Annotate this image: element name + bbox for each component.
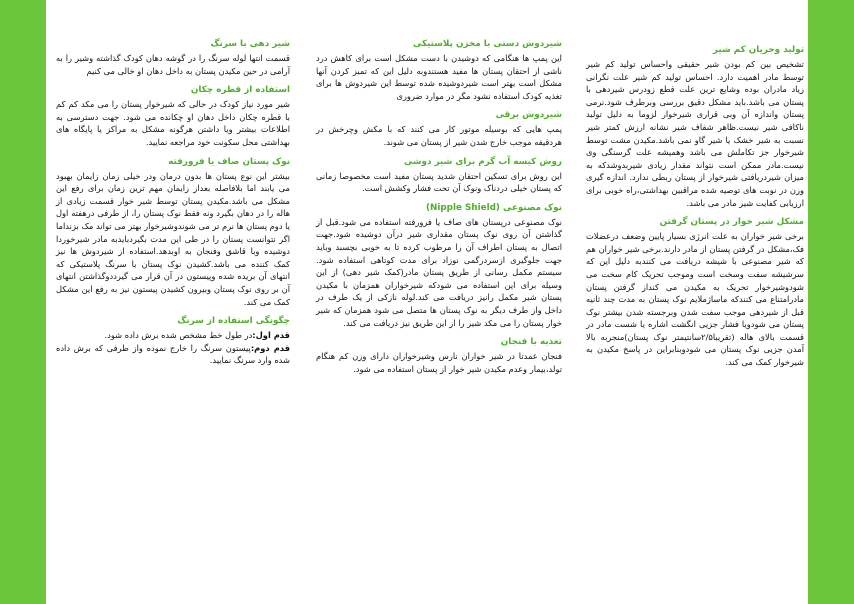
column-middle [316,38,562,382]
section-heading: شیردوش دستی با مخزن پلاستیکی [413,39,562,49]
section-cup-feeding [316,336,562,375]
step-label: قدم اول: [252,330,290,341]
section-warm-water-bag [316,156,562,195]
section-body: شیر مورد نیاز کودک در حالی که شیرخوار پستان را می مکد کم کم با قطره چکان داخل دهان او چکانده می شود. جهت دسترسی به اطلاعات بیشتر ویا داشتن هرگونه مشکل به مراکز یا پایگاه های بهداشتی محل سکونت خود مراجعه نمایید. [56,99,290,147]
column-right [586,44,804,376]
section-heading: نوک پستان صاف یا فرورفته [168,156,290,167]
section-heading: شیر دهی با سرنگ [210,39,290,49]
section-syringe-usage [56,315,290,367]
section-flat-nipple [56,156,290,309]
section-body: نوک مصنوعی درپستان های صاف یا فرورفته استفاده می شود.قبل از گذاشتن آن روی نوک پستان مقداری شیر درآن دوشیده شود.جهت اتصال به پستان اطراف آن را مرطوب کرده تا به خوبی بچسبد وباید جهت جلوگیری ازسردرگمی نوزاد برای مدت کوتاهی استفاده شود. سیستم مکمل رسانی از طریق پستان مادر(کمک شیر دهی) از این وسیله برای این استفاده می شودکه شیرخواران همزمان با مکیدن پستان شیر مکمل رانیز دریافت می کند.لوله نازکی از یک طرف در داخل واز طرف دیگر به نوک پستان ها متصل می شود همزمان که شیر خوار پستان را می مکد شیر را از این طریق نیز دریافت می کند. [316,216,562,328]
left-green-border [0,0,46,604]
section-body: بیشتر این نوع پستان ها بدون درمان ودر خیلی زمان زایمان بهبود می یابند اما بلافاصله بعداز زایمان مهم ترین زمان برای رفع این مشکل می باشد.مکیدن پستان توسط شیر خوار قسمت زیادی از هاله را در دهان بگیرد ونه فقط نوک پستان را، از طرفی درهفته اول یا دوم پستان ها نرم تر می شوندوشیرخوار بهتر می تواند مک بزنداما اگر نتوانست پستان را در طی این مدت بگیردبایدبه مادر شیرخوردا دوشیده وبا قاشق وفنجان به اوبدهد.استفاده از شیردوش ها نیز کمک کننده می باشد.کشیدن نوک پستان با سرنگ پلاستیکی که انتهای آن بریده شده وپیستون در آن قرار می گیرددوگذاشتن انتهای آن بر روی نوک پستان وبیرون کشیدن پیستون نیز به رفع این مشکل کمک می کند. [56,170,290,307]
right-green-border [808,0,854,604]
section-body: قسمت انتها لوله سرنگ را در گوشه دهان کودک گذاشته وشیر را به آرامی در حین مکیدن پستان به داخل دهان او خالی می کنیم [56,53,290,76]
section-heading: استفاده از قطره چکان [190,85,290,96]
section-body: فنجان عمدتا در شیر خواران نارس وشیرخواران دارای وزن کم هنگام تولد،بیمار وعدم مکیدن شیر خوار از پستان استفاده می شود. [316,351,562,374]
section-body: این پمپ ها هنگامی که دوشیدن با دست مشکل است برای کاهش درد ناشی از احتقان پستان ها مفید هستندوبه دلیل این که تمیز کردن آنها مشکل است بهتر است شیردوشیده شده توسط این شیردوش ها برای تغذیه کودک استفاده نشود مگر در موارد ضروری [316,53,562,101]
section-latching-problem [586,216,804,369]
step-label: قدم دوم: [250,342,290,353]
section-heading: تغذیه با فنجان [500,337,562,348]
section-heading: چگونگی استفاده از سرنگ [177,316,290,327]
section-dropper [56,84,290,148]
step-one [56,329,290,342]
section-heading: شیردوش برقی [495,110,562,121]
step-text: پیستون سرنگ را خارج نموده واز طرفی که برش داده شده وارد سرنگ نمایید. [56,342,290,366]
section-heading: تولید وجریان کم شیر [712,45,804,55]
section-heading: مشکل شیر خوار در پستان گرفتن [659,217,804,228]
section-electric-pump [316,109,562,148]
section-syringe-feeding [56,38,290,77]
section-body: این روش برای تسکین احتقان شدید پستان مفید است مخصوصا زمانی که پستان خیلی دردناک ونوک آن تحت فشار وکشش است. [316,170,562,194]
section-low-milk-supply [586,44,804,209]
step-two [56,342,290,367]
section-body: تشخیص بین کم بودن شیر حقیقی واحساس تولید کم شیر توسط مادر اهمیت دارد. احساس تولید کم شیر علت نگرانی زیاد مادران بوده وشایع ترین علت قطع زودرس شیردهی با پستان می باشد.باید مشکل دقیق بررسی وبرطرف شود.نرمی پستان واندازه آن وبی قراری شیرخوار لزوما به دلیل تولید ناکافی شیر نیست.ظاهر شفاف شیر نشانه ارزش کمتر شیر نسبت به شیر خشک یا شیر گاو نمی باشد.مکیدن مشت توسط شیرخوار جز تکاملش می باشد وهمیشه علت گرسنگی وی نیست.مادر ممکن است نتواند مقدار زیادی شیربدوشدکه به میزان شیردریافتی شیرخوار از پستان ربطی ندارد. اندازه گیری وزن در نوبت های توصیه شده مراقبین بهداشتی،راه خوبی برای ارزیابی کفایت شیر مادر می باشد. [586,59,804,208]
section-heading: نوک مصنوعی (Nipple Shield) [425,202,562,213]
section-manual-pump [316,38,562,102]
section-body: پمپ هایی که بوسیله موتور کار می کنند که با مکش وچرخش در هردقیقه موجب خارج شدن شیر از پستان می شوند. [316,124,562,147]
section-nipple-shield [316,202,562,329]
column-left [56,38,290,374]
section-heading: روش کیسه آب گرم برای شیر دوشی [403,156,562,167]
section-body: برخی شیر خواران به علت انرژی بسیار پایین وضعف درعضلات فک،مشکل در گرفتن پستان از مادر دارند.برخی شیر خواران هم که شیر مصنوعی با شیشه دریافت می کنندبه دلیل این که سرشیشه سفت وسخت است وموجب تحریک کام سخت می شودوشیرخوار تحریک به مکیدن می کنداز گرفتن پستان مادرامتناع می کنندکه ماساژملایم نوک پستان به مدت چند ثانیه قبل از شیردهی موجب سفت شدن وبرجسته شدن بیشتر نوک پستان می شودویا فشار جزیی انگشت اشاره یا شست مادر در قسمت بالای هاله (تقریبا۲/۵سانتیمتر نوک پستان)منجربه بالا آمدن جزیی نوک پستان می شودوبنابراین در پاسخ مکیدن به شیرخوار کمک می کند. [586,231,804,368]
step-text: در طول خط مشخص شده برش داده شود. [104,330,253,341]
